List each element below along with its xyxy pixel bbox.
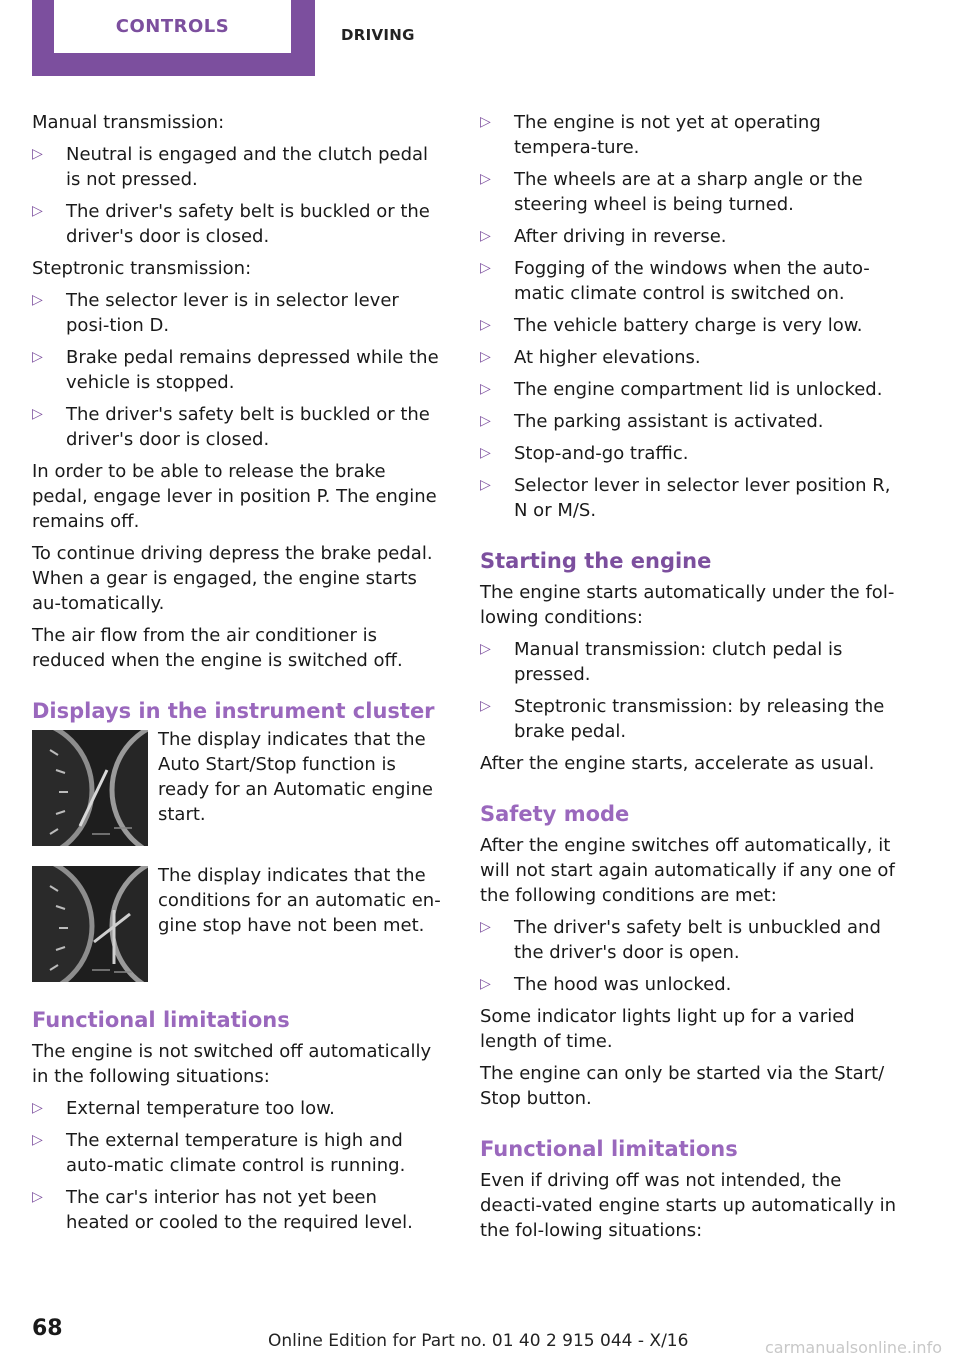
triangle-bullet-icon: ▷ [480,349,491,365]
triangle-bullet-icon: ▷ [32,146,43,162]
triangle-bullet-icon: ▷ [480,228,491,244]
page-header [0,0,960,80]
section-tab-driving[interactable]: DRIVING [341,26,415,44]
triangle-bullet-icon: ▷ [480,698,491,714]
safety-intro: After the engine switches off automatically, it will not start again automatically if any one of the following conditions are met: [480,835,895,906]
display-not-met-description: The display indicates that the conditions for an automatic en-gine stop have not been met. [158,865,441,936]
list-item: ▷ Stop-and-go traffic. [480,443,689,464]
triangle-bullet-icon: ▷ [32,203,43,219]
triangle-bullet-icon: ▷ [480,260,491,276]
display-not-met-row [32,866,444,982]
list-item: ▷ The car's interior has not yet been heated or cooled to the required level. [32,1187,413,1233]
list-item: ▷ The engine is not yet at operating tempera-ture. [480,112,821,158]
starting-after-paragraph: After the engine starts, accelerate as usual. [480,753,875,774]
section-tab-controls[interactable] [32,0,315,76]
manual-transmission-label: Manual transmission: [32,112,225,133]
list-item: ▷ The engine compartment lid is unlocked. [480,379,883,400]
triangle-bullet-icon: ▷ [32,349,43,365]
list-item: ▷ The driver's safety belt is buckled or the driver's door is closed. [32,201,430,247]
triangle-bullet-icon: ▷ [480,641,491,657]
list-item: ▷ Selector lever in selector lever position R, N or M/S. [480,475,891,521]
triangle-bullet-icon: ▷ [32,292,43,308]
list-item: ▷ The wheels are at a sharp angle or the steering wheel is being turned. [480,169,863,215]
list-item: ▷ The vehicle battery charge is very low. [480,315,863,336]
list-item: ▷ Fogging of the windows when the auto-matic climate control is switched on. [480,258,870,304]
instrument-cluster-ready-image [32,730,148,846]
list-item: ▷ The hood was unlocked. [480,974,732,995]
list-item: ▷ External temperature too low. [32,1098,335,1119]
triangle-bullet-icon: ▷ [32,406,43,422]
triangle-bullet-icon: ▷ [32,1132,43,1148]
triangle-bullet-icon: ▷ [480,381,491,397]
left-column [32,110,444,1242]
limitations-list-continued [480,110,900,523]
triangle-bullet-icon: ▷ [480,976,491,992]
starting-intro: The engine starts automatically under the fol-lowing conditions: [480,582,895,628]
gauge-icon [32,866,148,982]
limitations-intro: The engine is not switched off automatically in the following situations: [32,1041,432,1087]
list-item: ▷ At higher elevations. [480,347,701,368]
manual-transmission-list [32,142,444,249]
triangle-bullet-icon: ▷ [480,477,491,493]
gauge-icon [32,730,148,846]
watermark: carmanualsonline.info [764,1338,942,1357]
triangle-bullet-icon: ▷ [32,1100,43,1116]
triangle-bullet-icon: ▷ [480,171,491,187]
list-item: ▷ The selector lever is in selector lever posi-tion D. [32,290,399,336]
section-tab-controls-label: CONTROLS [54,0,291,53]
list-item: ▷ Steptronic transmission: by releasing the brake pedal. [480,696,885,742]
brake-release-paragraph: In order to be able to release the brake pedal, engage lever in position P. The engine remains off. [32,461,437,532]
list-item: ▷ Neutral is engaged and the clutch pedal is not pressed. [32,144,429,190]
page-number: 68 [32,1316,63,1341]
triangle-bullet-icon: ▷ [480,317,491,333]
limitations-list [32,1096,444,1235]
safety-mode-heading: Safety mode [480,802,630,826]
list-item: ▷ The driver's safety belt is unbuckled and the driver's door is open. [480,917,881,963]
list-item: ▷ The parking assistant is activated. [480,411,824,432]
list-item: ▷ The external temperature is high and auto-matic climate control is running. [32,1130,406,1176]
functional-limitations-heading-2: Functional limitations [480,1137,738,1161]
triangle-bullet-icon: ▷ [480,445,491,461]
triangle-bullet-icon: ▷ [480,413,491,429]
steptronic-transmission-label: Steptronic transmission: [32,258,252,279]
triangle-bullet-icon: ▷ [32,1189,43,1205]
list-item: ▷ Manual transmission: clutch pedal is pressed. [480,639,843,685]
functional-limitations-heading: Functional limitations [32,1008,290,1032]
list-item: ▷ The driver's safety belt is buckled or the driver's door is closed. [32,404,430,450]
instrument-cluster-not-met-image [32,866,148,982]
start-stop-button-paragraph: The engine can only be started via the Start/ Stop button. [480,1063,885,1109]
limitations2-intro: Even if driving off was not intended, the deacti-vated engine starts up automatically in the fol-lowing situations: [480,1170,896,1241]
triangle-bullet-icon: ▷ [480,919,491,935]
air-flow-paragraph: The air flow from the air conditioner is reduced when the engine is switched off. [32,625,403,671]
display-ready-row [32,730,444,846]
indicator-lights-paragraph: Some indicator lights light up for a varied length of time. [480,1006,855,1052]
starting-conditions-list [480,637,900,744]
list-item: ▷ Brake pedal remains depressed while the vehicle is stopped. [32,347,439,393]
safety-conditions-list [480,915,900,997]
triangle-bullet-icon: ▷ [480,114,491,130]
edition-footer: Online Edition for Part no. 01 40 2 915 044 - X/16 [268,1331,689,1351]
display-ready-description: The display indicates that the Auto Start/Stop function is ready for an Automatic engine start. [158,729,433,825]
starting-engine-heading: Starting the engine [480,549,712,573]
steptronic-transmission-list [32,288,444,452]
list-item: ▷ After driving in reverse. [480,226,727,247]
right-column [480,110,900,1250]
continue-driving-paragraph: To continue driving depress the brake pedal. When a gear is engaged, the engine starts au-tomatically. [32,543,433,614]
displays-heading: Displays in the instrument cluster [32,699,435,723]
